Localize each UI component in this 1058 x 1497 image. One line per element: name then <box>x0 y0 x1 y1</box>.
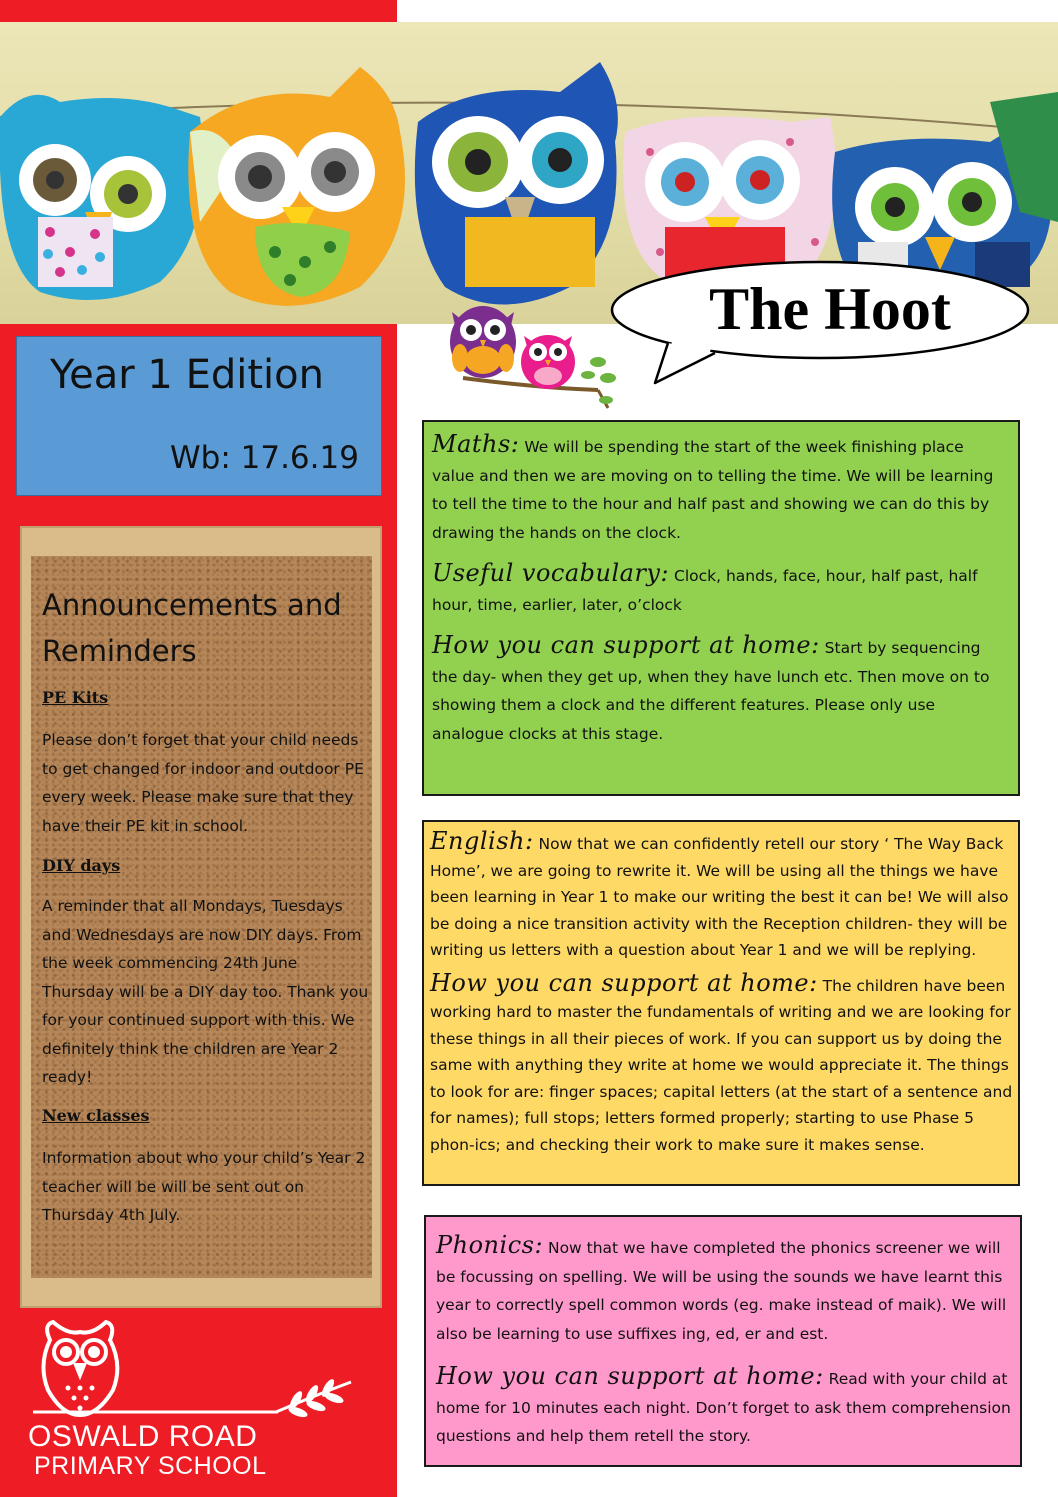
english-support-text: The children have been working hard to master the fundamentals of writing and we are looking for these things in all their pieces of work. If you can support us by doing the same with anything they write at home we would appreciate it. The things to look for are: finger spaces; capital letters (at the start of a sentence and for names); full stops; letters formed properly; starting to use Phase 5 phon-ics; and checking their work to make sure it makes sense. <box>430 976 1013 1154</box>
phonics-support-text: Read with your child at home for 10 minutes each night. Don’t forget to ask them comprehension questions and help them retell the story. <box>436 1370 1011 1445</box>
announcements-title: Announcements and Reminders <box>42 588 342 668</box>
owl-3-icon <box>415 62 618 305</box>
english-support-heading: How you can support at home: <box>430 968 818 997</box>
owl-2-icon <box>188 67 405 306</box>
maths-support-text: Start by sequencing the day- when they get up, when they have lunch etc. Then move on to showing them a clock and the different features. Please only use analogue clocks at this stage. <box>432 639 990 743</box>
newsletter-title: The Hoot <box>709 276 951 342</box>
school-owl-logo-icon <box>28 1320 358 1420</box>
phonics-support-heading: How you can support at home: <box>436 1362 824 1390</box>
announcement-heading-pe-kits: PE Kits <box>42 688 109 707</box>
school-type: PRIMARY SCHOOL <box>34 1452 267 1480</box>
owls-on-branch-icon <box>448 300 623 415</box>
phonics-heading: Phonics: <box>436 1231 544 1259</box>
announcement-body-pe-kits: Please don’t forget that your child needs to get changed for indoor and outdoor PE every week. Please make sure that they have their PE kit in school. <box>42 731 364 835</box>
owl-1-icon <box>0 95 203 300</box>
announcement-heading-new-classes: New classes <box>42 1106 150 1125</box>
maths-vocab-heading: Useful vocabulary: <box>432 559 670 587</box>
english-text: Now that we can confidently retell our story ‘ The Way Back Home’, we are going to rewrite it. We will be using all the things we have been learning in Year 1 to make our writing the best it can be! We will also be doing a nice transition activity with the Reception children- they will be writing us letters with a question about Year 1 and we will be replying. <box>430 835 1009 959</box>
school-name: OSWALD ROAD <box>28 1420 258 1453</box>
english-heading: English: <box>430 827 534 855</box>
maths-section <box>422 420 1020 796</box>
edition-title: Year 1 Edition <box>50 352 324 398</box>
maths-vocab-text: Clock, hands, face, hour, half past, half hour, time, earlier, later, o’clock <box>432 567 978 614</box>
week-beginning-date: Wb: 17.6.19 <box>170 440 359 476</box>
announcement-body-diy-days: A reminder that all Mondays, Tuesdays and Wednesdays are now DIY days. From the week commencing 24th June Thursday will be a DIY day too. Thank you for your continued support with this. We definitely think the children are Year 2 ready! <box>42 897 369 1086</box>
phonics-section <box>424 1215 1022 1467</box>
english-section <box>422 820 1020 1186</box>
maths-heading: Maths: <box>432 430 520 458</box>
maths-support-heading: How you can support at home: <box>432 631 820 659</box>
maths-text: We will be spending the start of the week finishing place value and then we are moving on to telling the time. We will be learning to tell the time to the hour and half past and showing we can do this by drawing the hands on the clock. <box>432 438 994 542</box>
phonics-text: Now that we have completed the phonics screener we will be focussing on spelling. We will be using the sounds we have learnt this year to correctly spell common words (eg. make instead of maik). We will also be learning to use suffixes ing, ed, er and est. <box>436 1239 1007 1343</box>
announcement-body-new-classes: Information about who your child’s Year 2 teacher will be will be sent out on Thursday 4th July. <box>42 1149 366 1224</box>
announcement-heading-diy-days: DIY days <box>42 856 121 875</box>
